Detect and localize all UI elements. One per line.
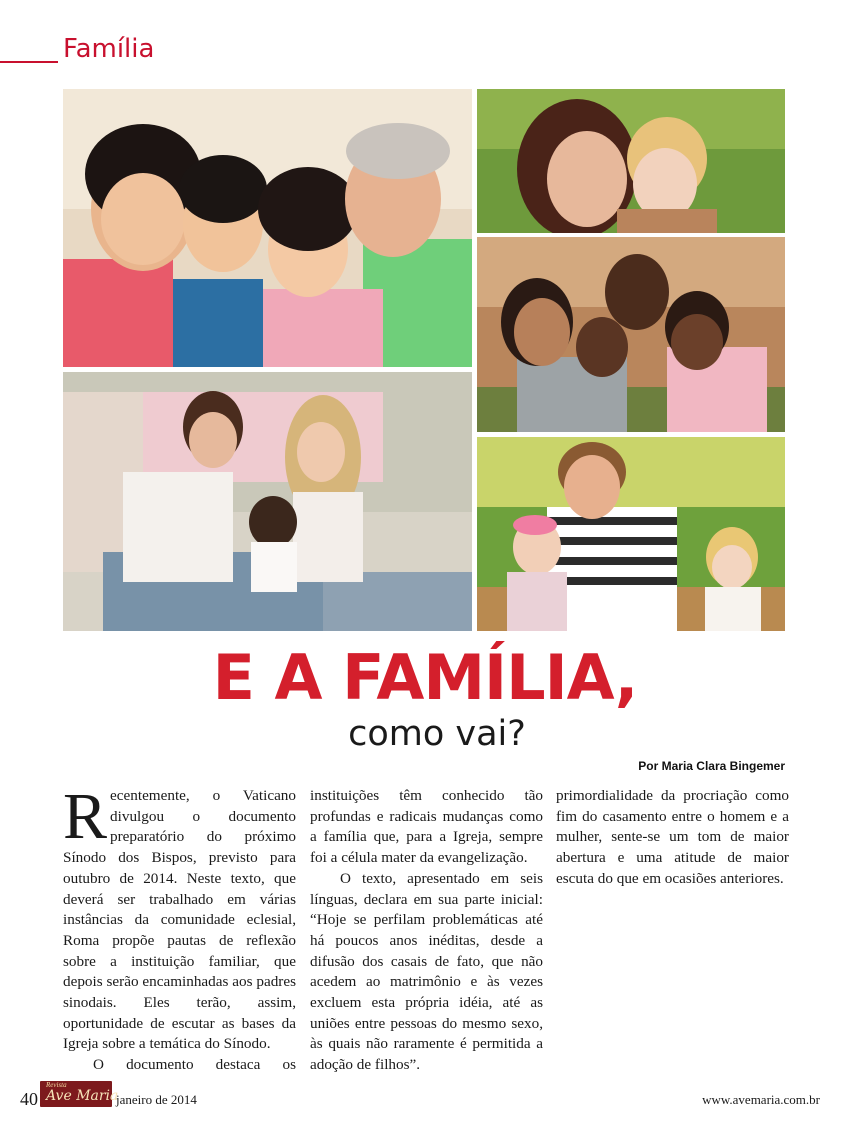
paragraph-1-text: ecentemente, o Vaticano divulgou o documento preparatório do próximo Sínodo dos Bispos, previsto para outubro de 2014. Neste texto, que deverá ser trabalhado em várias instâncias da comunidade eclesial, Roma propõe pautas de reflexão sobre a instituição familiar, que depois serão encaminhadas aos padres sinodais. Eles terão, assim, oportunidade de escutar as bases da Igreja sobre a temática do Sínodo. bbox=[63, 787, 296, 1053]
magazine-logo bbox=[40, 1081, 119, 1107]
article-paragraph-4: primordialidade da procriação como fim do casamento entre o homem e a mulher, sente-se um tom de maior abertura e uma atitude de maior escuta do que em ocasiões anteriores. bbox=[556, 787, 789, 887]
article-paragraph-3: O texto, apresentado em seis línguas, declara em sua parte inicial: “Hoje se perfilam problemáticas até há poucos anos inéditas, desde a difusão dos casais de fato, que não acedem ao matrimônio e às vezes excluem esta própria idéia, até as uniões entre pessoas do mesmo sexo, às quais não raramente é permitida a adoção de filhos”. bbox=[310, 869, 543, 1074]
section-rule bbox=[0, 61, 58, 63]
page-number: 40 bbox=[20, 1089, 38, 1109]
issue-date: janeiro de 2014 bbox=[116, 1092, 197, 1107]
article-column-2 bbox=[310, 786, 543, 1076]
photo-family-black bbox=[477, 237, 785, 432]
article-paragraph-2-cont: instituições têm conhecido tão profundas e radicais mudanças como a família que, para a Igreja, sempre foi a célula mater da evangelização. bbox=[310, 787, 543, 867]
article-paragraph-1 bbox=[63, 786, 296, 1055]
article-paragraph-2: O documento destaca os bbox=[93, 1056, 296, 1074]
logo-main-text: Ave Maria bbox=[46, 1088, 119, 1104]
section-title: Família bbox=[63, 34, 155, 64]
website-link[interactable]: www.avemaria.com.br bbox=[702, 1092, 820, 1107]
article-title: E A FAMÍLIA, bbox=[212, 641, 638, 714]
byline: Por Maria Clara Bingemer bbox=[638, 759, 785, 773]
page-footer bbox=[0, 1081, 850, 1113]
photo-mother-son bbox=[477, 89, 785, 233]
article-column-3 bbox=[556, 786, 789, 1076]
photo-couple-baby bbox=[63, 372, 472, 631]
logo-small-text: Revista bbox=[46, 1081, 67, 1089]
drop-cap: R bbox=[63, 786, 108, 853]
photo-father-daughters bbox=[477, 437, 785, 631]
photo-family-asian bbox=[63, 89, 472, 367]
article-column-1 bbox=[63, 786, 296, 1076]
article-subtitle: como vai? bbox=[348, 714, 526, 754]
